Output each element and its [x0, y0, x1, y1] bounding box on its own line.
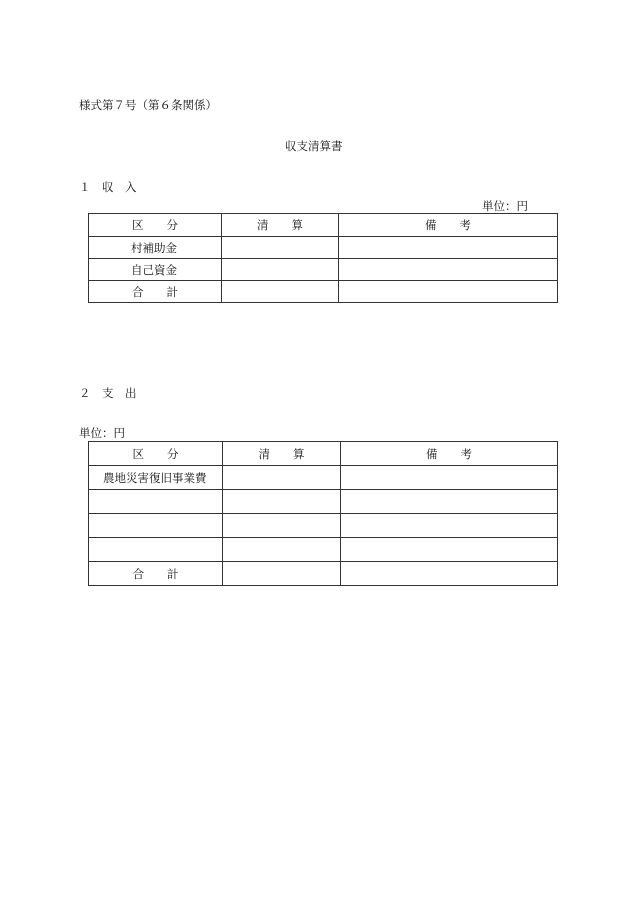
total-label: 合 計	[89, 562, 223, 586]
income-col-category: 区 分	[89, 214, 222, 237]
income-table	[88, 213, 558, 303]
table-row	[89, 237, 558, 259]
expenditure-table	[88, 441, 558, 586]
income-header-row	[89, 214, 558, 237]
remarks-cell[interactable]	[339, 237, 558, 259]
expenditure-header-row	[89, 442, 558, 466]
table-row	[89, 259, 558, 281]
row-label: 農地災害復旧事業費	[89, 466, 223, 490]
expenditure-heading: ２ 支 出	[79, 386, 137, 400]
expenditure-total-row	[89, 562, 558, 586]
income-total-row	[89, 281, 558, 303]
settlement-cell[interactable]	[223, 490, 341, 514]
settlement-cell[interactable]	[223, 514, 341, 538]
income-col-remarks: 備 考	[339, 214, 558, 237]
row-label[interactable]	[89, 514, 223, 538]
total-remarks-cell[interactable]	[339, 281, 558, 303]
expenditure-col-category: 区 分	[89, 442, 223, 466]
total-remarks-cell[interactable]	[341, 562, 558, 586]
income-heading: １ 収 入	[79, 180, 137, 194]
remarks-cell[interactable]	[341, 466, 558, 490]
form-number: 様式第７号（第６条関係）	[79, 98, 217, 112]
remarks-cell[interactable]	[341, 538, 558, 562]
expenditure-col-remarks: 備 考	[341, 442, 558, 466]
remarks-cell[interactable]	[339, 259, 558, 281]
table-row	[89, 466, 558, 490]
row-label: 自己資金	[89, 259, 222, 281]
total-settlement-cell[interactable]	[223, 562, 341, 586]
income-col-settlement: 清 算	[222, 214, 339, 237]
table-row	[89, 514, 558, 538]
settlement-cell[interactable]	[222, 237, 339, 259]
income-unit-label: 単位：円	[482, 199, 528, 213]
table-row	[89, 538, 558, 562]
row-label[interactable]	[89, 538, 223, 562]
settlement-cell[interactable]	[223, 466, 341, 490]
settlement-cell[interactable]	[222, 259, 339, 281]
document-title: 収支清算書	[285, 139, 343, 153]
remarks-cell[interactable]	[341, 490, 558, 514]
expenditure-col-settlement: 清 算	[223, 442, 341, 466]
table-row	[89, 490, 558, 514]
total-settlement-cell[interactable]	[222, 281, 339, 303]
expenditure-unit-label: 単位：円	[79, 426, 125, 440]
remarks-cell[interactable]	[341, 514, 558, 538]
total-label: 合 計	[89, 281, 222, 303]
row-label: 村補助金	[89, 237, 222, 259]
row-label[interactable]	[89, 490, 223, 514]
settlement-cell[interactable]	[223, 538, 341, 562]
